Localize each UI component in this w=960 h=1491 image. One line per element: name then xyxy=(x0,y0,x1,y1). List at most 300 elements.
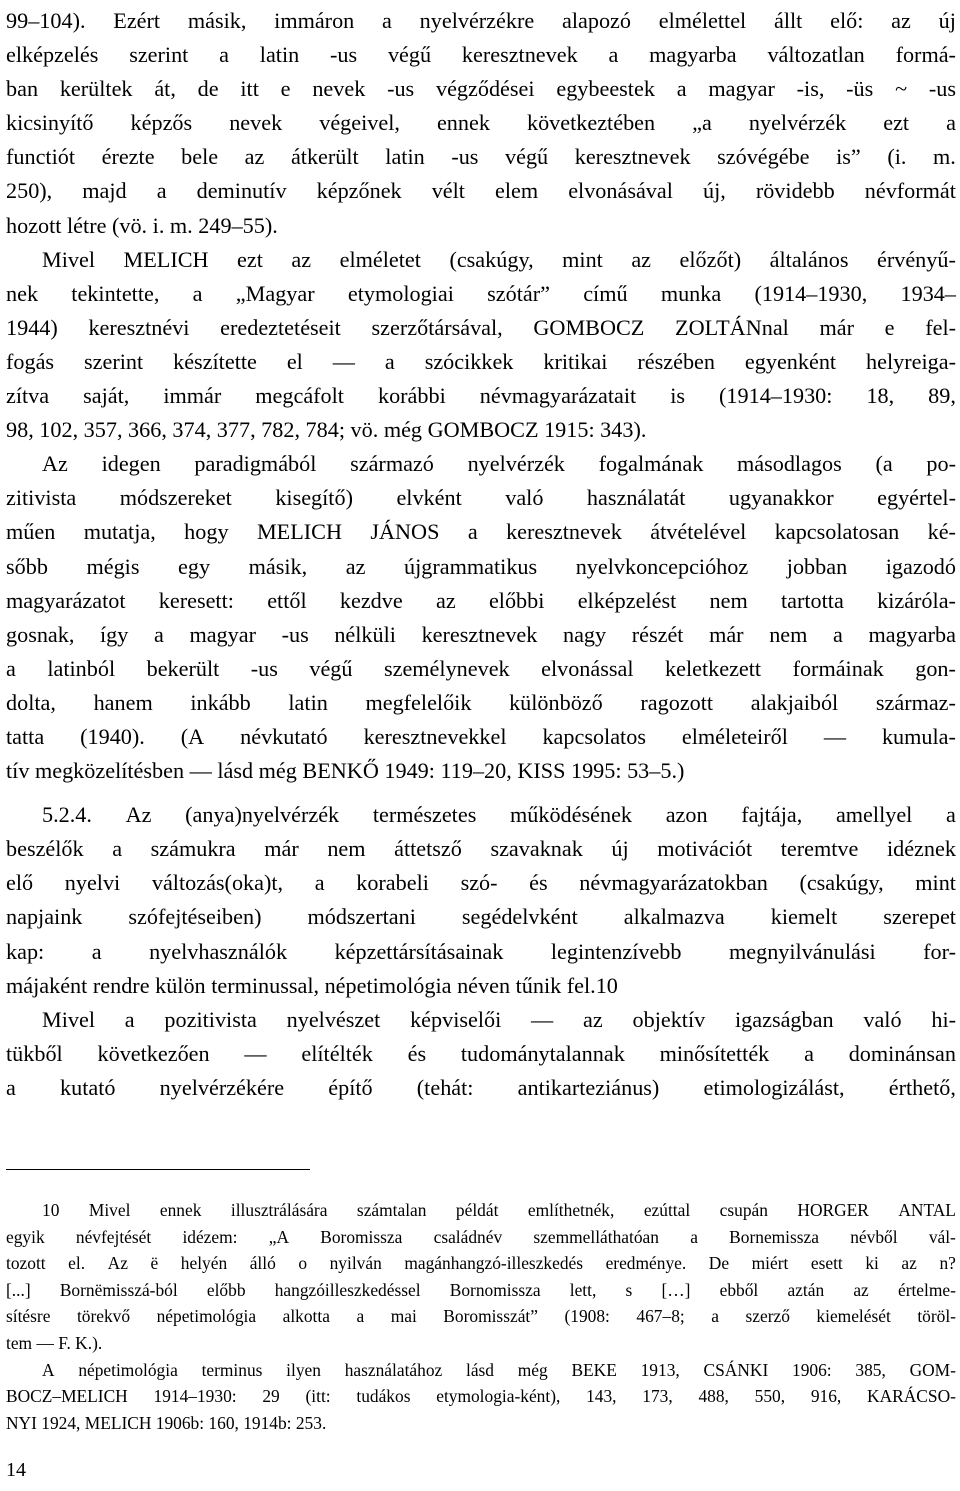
word: különböző xyxy=(509,689,603,715)
text-line xyxy=(6,413,956,447)
word: itt xyxy=(240,76,259,102)
word: és xyxy=(529,870,548,896)
word: megfelelőik xyxy=(365,689,472,715)
word: 89, xyxy=(928,383,956,409)
word: ebből xyxy=(719,1279,759,1300)
word: kezdve xyxy=(339,587,403,613)
word: 143, xyxy=(586,1386,617,1407)
footnote-line xyxy=(6,1224,956,1251)
word: 343). xyxy=(600,417,647,443)
word: helyén xyxy=(180,1253,228,1274)
word: létre xyxy=(67,212,112,238)
word: Bornemissza xyxy=(729,1226,819,1247)
text-line xyxy=(6,106,956,140)
word: elő xyxy=(6,870,34,896)
word: az xyxy=(891,8,911,33)
word: MELICH xyxy=(123,246,209,272)
word: beszélők xyxy=(6,836,84,862)
word: magyarba xyxy=(649,42,737,68)
word: fel- xyxy=(925,314,956,340)
word: tozott xyxy=(6,1253,46,1274)
word: és xyxy=(407,1040,427,1066)
word: inkább xyxy=(190,689,251,715)
word: napjaink xyxy=(6,904,83,930)
word: új xyxy=(611,836,629,862)
word: módszereket xyxy=(119,485,232,511)
word: (csakúgy, xyxy=(799,870,884,896)
word: új, xyxy=(702,178,726,204)
word: érthető, xyxy=(888,1074,956,1100)
word: ezt xyxy=(883,110,910,136)
word: -us xyxy=(281,621,309,647)
word: de xyxy=(197,76,219,102)
word: az xyxy=(291,246,312,272)
word: dolta, xyxy=(6,689,56,715)
word: nek xyxy=(6,280,39,306)
word: következően xyxy=(97,1040,210,1066)
word: egyenként xyxy=(744,348,837,374)
word: nevek xyxy=(229,110,283,136)
word: át, xyxy=(154,76,176,102)
word: névmagyarázatokban xyxy=(579,870,768,896)
word: ANTAL xyxy=(898,1200,956,1220)
text-line xyxy=(6,618,956,652)
word: -us xyxy=(387,76,415,102)
word: képzőnek xyxy=(316,178,402,204)
word: elvonással xyxy=(541,655,634,681)
word: névformát xyxy=(864,178,956,204)
word: a xyxy=(219,42,229,68)
word: (itt: xyxy=(305,1386,331,1407)
word: kapcsolatos xyxy=(542,723,646,749)
word: az xyxy=(853,1279,869,1300)
word: értelme- xyxy=(897,1279,956,1300)
word: — xyxy=(823,723,846,749)
word: (1908: xyxy=(564,1306,610,1327)
word: álló xyxy=(249,1253,276,1274)
text-line xyxy=(6,277,956,311)
word: hanem xyxy=(93,689,153,715)
word: F. xyxy=(58,1332,76,1353)
word: keresztnevek xyxy=(461,42,578,68)
word: magánhangzó-illeszkedés xyxy=(404,1253,584,1274)
text-line xyxy=(6,209,956,243)
footnote-line xyxy=(6,1277,956,1304)
word: BEKE xyxy=(571,1359,617,1380)
word: érezte xyxy=(101,144,155,170)
word: o xyxy=(298,1253,308,1274)
word: elméleteiről xyxy=(681,723,788,749)
word: legintenzívebb xyxy=(550,938,682,964)
word: 53–5.) xyxy=(627,758,685,784)
word: m. xyxy=(933,144,956,170)
word: vö. xyxy=(350,417,384,443)
word: idegen xyxy=(101,451,161,477)
word: végű xyxy=(309,655,353,681)
word: említhetnék, xyxy=(527,1200,615,1220)
word: sítésre xyxy=(6,1306,51,1327)
word: részében xyxy=(637,348,715,374)
word: nyelvérzék xyxy=(467,451,565,477)
word: 374, xyxy=(172,417,217,443)
word: a xyxy=(91,938,102,964)
word: ezt xyxy=(237,246,263,272)
word: 1914b: xyxy=(243,1412,296,1433)
word: számtalan xyxy=(356,1200,427,1220)
word: nagy xyxy=(562,621,607,647)
word: keletkezett xyxy=(665,655,762,681)
word: pozitivista xyxy=(164,1006,257,1032)
footnote-separator xyxy=(6,1169,310,1170)
word: „Magyar xyxy=(235,280,315,306)
text-line xyxy=(6,754,956,788)
text-line xyxy=(6,550,956,584)
word: korábbi xyxy=(377,383,446,409)
word: a xyxy=(192,280,203,306)
word: CSÁNKI xyxy=(703,1359,769,1380)
word: 366, xyxy=(128,417,173,443)
word: hangzóilleszkedéssel xyxy=(274,1279,421,1300)
word: népetimológia xyxy=(156,1306,257,1327)
word: latin xyxy=(385,144,425,170)
word: JÁNOS xyxy=(370,519,440,545)
word: 29 xyxy=(262,1386,280,1407)
word: érvényű- xyxy=(877,246,956,272)
word: alakjaiból xyxy=(750,689,839,715)
word: 1949: xyxy=(384,758,441,784)
word: 488, xyxy=(698,1386,729,1407)
word: Mivel xyxy=(42,246,95,272)
footnote-line xyxy=(6,1410,956,1437)
footnote-line xyxy=(6,1303,956,1330)
word: 1914–1930: xyxy=(153,1386,237,1407)
word: Az xyxy=(42,451,68,477)
word: nyilván xyxy=(329,1253,382,1274)
word: a xyxy=(124,1006,135,1032)
word: képzettársításainak xyxy=(334,938,504,964)
word: 1944) xyxy=(6,314,58,340)
word: szótár” xyxy=(487,280,550,306)
body-text xyxy=(6,4,956,1105)
word: egyértel- xyxy=(877,485,956,511)
word: -us xyxy=(330,42,358,68)
word: majd xyxy=(82,178,127,204)
word: az xyxy=(345,553,366,579)
word: -is, xyxy=(796,76,825,102)
word: szerzőtársával, xyxy=(371,314,503,340)
text-line xyxy=(6,832,956,866)
word: szó- xyxy=(460,870,498,896)
word: „a xyxy=(692,110,712,136)
word: ZOLTÁNnal xyxy=(675,314,789,340)
footnote-line xyxy=(6,1197,956,1224)
word: 1913, xyxy=(640,1359,680,1380)
word: nyelvkoncepcióhoz xyxy=(575,553,749,579)
footnote-line xyxy=(6,1357,956,1384)
word: kisegítő) xyxy=(275,485,353,511)
word: nyelvérzékre xyxy=(419,8,535,33)
word: a xyxy=(156,178,167,204)
word: — xyxy=(244,1040,267,1066)
word: a xyxy=(356,1306,365,1327)
word: amellyel xyxy=(835,802,913,828)
word: névmagyarázatait xyxy=(479,383,637,409)
word: az xyxy=(244,144,265,170)
word: kritikai xyxy=(543,348,608,374)
word: tem xyxy=(6,1332,37,1353)
word: újgrammatikus xyxy=(404,553,538,579)
word: külön xyxy=(155,972,212,998)
word: formáinak xyxy=(792,655,884,681)
word: készítette xyxy=(173,348,257,374)
word: egyik xyxy=(6,1226,45,1247)
word: egybeestek xyxy=(556,76,655,102)
word: el xyxy=(286,348,303,374)
word: for- xyxy=(923,938,956,964)
word: a xyxy=(153,621,164,647)
word: Mivel xyxy=(88,1200,131,1220)
text-line xyxy=(6,481,956,515)
text-line xyxy=(6,686,956,720)
word: nyelvi xyxy=(64,870,121,896)
word: átvételével xyxy=(650,519,747,545)
word: illusztrálására xyxy=(230,1200,328,1220)
word: KISS xyxy=(517,758,571,784)
word: igazodó xyxy=(885,553,956,579)
word: megközelítésben xyxy=(34,758,190,784)
word: számukra xyxy=(150,836,236,862)
word: elítélték xyxy=(301,1040,373,1066)
word: előbbi xyxy=(488,587,545,613)
word: immáron xyxy=(274,8,355,33)
word: mutatja, xyxy=(83,519,156,545)
word: latin xyxy=(288,689,328,715)
word: 250), xyxy=(6,178,53,204)
word: tív xyxy=(6,758,35,784)
word: eredménye. xyxy=(605,1253,687,1274)
word: 784; xyxy=(305,417,351,443)
word: MELICH xyxy=(84,1412,156,1433)
word: állt xyxy=(774,8,803,33)
word: zítva xyxy=(6,383,50,409)
word: keresett: xyxy=(158,587,234,613)
word: a xyxy=(690,1226,698,1247)
footnote-line xyxy=(6,1330,956,1357)
word: „A xyxy=(268,1226,289,1247)
word: i. xyxy=(152,212,170,238)
word: végű xyxy=(387,42,432,68)
word: kumula- xyxy=(881,723,956,749)
word: esett xyxy=(810,1253,843,1274)
text-line xyxy=(6,798,956,832)
word: igazságban xyxy=(735,1006,834,1032)
word: előzőt) xyxy=(679,246,742,272)
text-line xyxy=(6,969,956,1003)
word: GOMBOCZ xyxy=(533,314,645,340)
word: egy xyxy=(178,553,211,579)
word: sőbb xyxy=(6,553,48,579)
word: mai xyxy=(390,1306,417,1327)
word: kerültek xyxy=(59,76,133,102)
text-line xyxy=(6,1003,956,1037)
word: (csakúgy, xyxy=(449,246,534,272)
word: Bornomissza xyxy=(449,1279,541,1300)
word: immár xyxy=(163,383,222,409)
word: népetimológia xyxy=(78,1359,178,1380)
word: rendre xyxy=(92,972,156,998)
word: Boromisszát” xyxy=(443,1306,538,1327)
word: KARÁCSO- xyxy=(867,1386,956,1407)
word: el. xyxy=(68,1253,86,1274)
word: 467–8; xyxy=(636,1306,685,1327)
text-line xyxy=(6,38,956,72)
word: még xyxy=(383,417,428,443)
word: néven xyxy=(457,972,516,998)
footnote-line xyxy=(6,1383,956,1410)
word: a xyxy=(382,8,392,33)
word: -us xyxy=(250,655,278,681)
word: végződései xyxy=(435,76,535,102)
word: szerint xyxy=(129,42,189,68)
text-line xyxy=(6,345,956,379)
word: nyelvészet xyxy=(286,1006,381,1032)
word: functiót xyxy=(6,144,76,170)
word: megcáfolt xyxy=(255,383,344,409)
word: A xyxy=(42,1359,55,1380)
word: Ezért xyxy=(113,8,161,33)
word: 377, xyxy=(216,417,262,443)
word: a xyxy=(804,1040,814,1066)
word: már xyxy=(709,621,744,647)
word: (1914–1930: xyxy=(719,383,833,409)
word: változás(oka)t, xyxy=(151,870,284,896)
word: fajtája, xyxy=(741,802,803,828)
word: lásd xyxy=(465,1359,494,1380)
word: jobban xyxy=(786,553,848,579)
word: -us xyxy=(451,144,479,170)
word: lett, xyxy=(569,1279,597,1300)
word: szerepet xyxy=(883,904,956,930)
text-line xyxy=(6,935,956,969)
word: ezúttal xyxy=(643,1200,691,1220)
word: lásd xyxy=(217,758,259,784)
word: nélküli xyxy=(334,621,396,647)
word: 160, xyxy=(208,1412,244,1433)
word: De xyxy=(708,1253,730,1274)
word: természetes xyxy=(372,802,477,828)
word: már xyxy=(264,836,299,862)
word: (1940). xyxy=(80,723,145,749)
word: e xyxy=(280,76,291,102)
word: objektív xyxy=(632,1006,706,1032)
word: dominánsan xyxy=(848,1040,956,1066)
word: — xyxy=(531,1006,554,1032)
word: kizáróla- xyxy=(877,587,956,613)
word: (vö. xyxy=(111,212,153,238)
word: módszertani xyxy=(307,904,416,930)
word: GOM- xyxy=(909,1359,956,1380)
text-line xyxy=(6,900,956,934)
word: eredeztetéseit xyxy=(220,314,341,340)
word: változatlan xyxy=(767,42,865,68)
word: szavaknak xyxy=(490,836,583,862)
word: munka xyxy=(660,280,722,306)
word: az xyxy=(901,1253,917,1274)
word: kap: xyxy=(6,938,45,964)
word: e xyxy=(884,314,895,340)
word: szerint xyxy=(84,348,144,374)
word: szófejtéseiben) xyxy=(128,904,262,930)
word: az xyxy=(435,587,456,613)
word: másodlagos xyxy=(737,451,842,477)
word: 173, xyxy=(642,1386,673,1407)
word: -üs xyxy=(846,76,874,102)
word: névfejtését xyxy=(75,1226,152,1247)
word: Boromissza xyxy=(320,1226,403,1247)
text-line xyxy=(6,447,956,481)
word: a xyxy=(833,621,843,647)
word: Az xyxy=(107,1253,128,1274)
word: m. xyxy=(169,212,199,238)
word: tűnik xyxy=(515,972,567,998)
word: 550, xyxy=(754,1386,786,1407)
text-line xyxy=(6,311,956,345)
word: MELICH xyxy=(256,519,342,545)
word: bekerült xyxy=(146,655,220,681)
word: magyarázatot xyxy=(6,587,126,613)
word: műen xyxy=(6,519,56,545)
word: etymologia-ként), xyxy=(436,1386,561,1407)
word: alkalmazva xyxy=(623,904,725,930)
word: — xyxy=(189,758,218,784)
word: a xyxy=(467,519,478,545)
word: mint xyxy=(562,246,603,272)
word: való xyxy=(505,485,544,511)
word: a xyxy=(608,42,619,68)
word: terminus xyxy=(201,1359,263,1380)
word: 1906b: xyxy=(155,1412,209,1433)
word: etymologiai xyxy=(347,280,454,306)
word: töröl- xyxy=(917,1306,956,1327)
word: részét xyxy=(631,621,684,647)
word: névből xyxy=(850,1226,898,1247)
word: saját, xyxy=(83,383,130,409)
word: az xyxy=(583,1006,603,1032)
word: latinból xyxy=(47,655,116,681)
word: a xyxy=(676,76,687,102)
word: 5.2.4. xyxy=(42,802,92,828)
word: előbb xyxy=(206,1279,246,1300)
footnote-line xyxy=(6,1250,956,1277)
word: BOCZ–MELICH xyxy=(6,1386,128,1407)
word: elméletet xyxy=(339,246,421,272)
word: idéznek xyxy=(886,836,956,862)
word: a xyxy=(6,655,16,681)
word: 18, xyxy=(866,383,895,409)
word: névkutató xyxy=(240,723,328,749)
word: bele xyxy=(181,144,219,170)
word: gosnak, xyxy=(6,621,75,647)
word: — xyxy=(332,348,355,374)
word: átkerült xyxy=(290,144,359,170)
word: kutató xyxy=(60,1074,116,1100)
word: deminutív xyxy=(196,178,287,204)
word: teremtve xyxy=(780,836,859,862)
word: keresztnévi xyxy=(88,314,190,340)
word: mint xyxy=(915,870,956,896)
word: HORGER xyxy=(797,1200,869,1220)
page-number: 14 xyxy=(6,1459,26,1481)
